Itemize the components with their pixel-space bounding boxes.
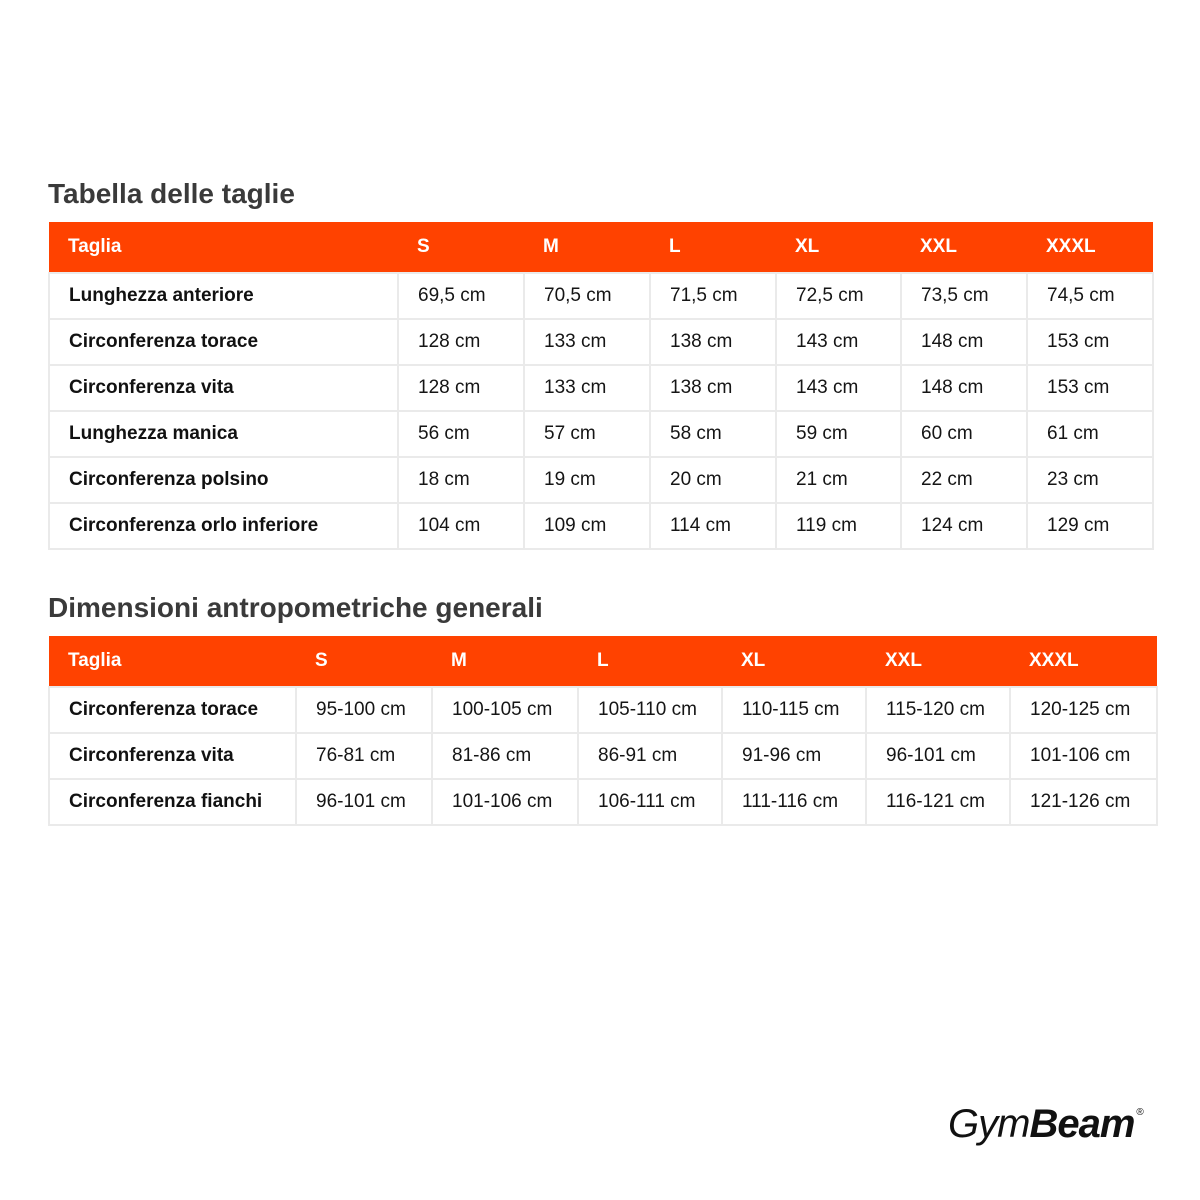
table-cell: 73,5 cm	[901, 273, 1027, 319]
header-cell-xl: XL	[722, 636, 866, 687]
header-cell-xl: XL	[776, 222, 901, 273]
table-row	[49, 503, 1153, 549]
header-cell-size: Taglia	[49, 636, 296, 687]
table-cell: 148 cm	[901, 319, 1027, 365]
table-cell: 124 cm	[901, 503, 1027, 549]
logo-text-gym: Gym	[948, 1102, 1030, 1146]
table-row	[49, 365, 1153, 411]
table-header-row	[49, 636, 1157, 687]
table-cell: 143 cm	[776, 365, 901, 411]
table-cell: 70,5 cm	[524, 273, 650, 319]
header-cell-xxxl: XXXL	[1010, 636, 1157, 687]
header-cell-l: L	[650, 222, 776, 273]
table-cell: 95-100 cm	[296, 687, 432, 733]
table-cell: 76-81 cm	[296, 733, 432, 779]
row-label: Lunghezza manica	[49, 411, 398, 457]
header-cell-l: L	[578, 636, 722, 687]
row-label: Circonferenza fianchi	[49, 779, 296, 825]
header-cell-m: M	[432, 636, 578, 687]
size-chart-table	[48, 222, 1154, 550]
table-cell: 74,5 cm	[1027, 273, 1153, 319]
table-cell: 96-101 cm	[296, 779, 432, 825]
row-label: Circonferenza polsino	[49, 457, 398, 503]
table-cell: 121-126 cm	[1010, 779, 1157, 825]
table-cell: 56 cm	[398, 411, 524, 457]
table-cell: 91-96 cm	[722, 733, 866, 779]
table-cell: 119 cm	[776, 503, 901, 549]
table-cell: 120-125 cm	[1010, 687, 1157, 733]
row-label: Circonferenza torace	[49, 319, 398, 365]
table-cell: 104 cm	[398, 503, 524, 549]
table-cell: 114 cm	[650, 503, 776, 549]
table-cell: 61 cm	[1027, 411, 1153, 457]
table-cell: 128 cm	[398, 365, 524, 411]
size-chart-title: Tabella delle taglie	[48, 178, 295, 209]
table-cell: 153 cm	[1027, 319, 1153, 365]
table-cell: 59 cm	[776, 411, 901, 457]
table-row	[49, 457, 1153, 503]
table-cell: 106-111 cm	[578, 779, 722, 825]
table-cell: 72,5 cm	[776, 273, 901, 319]
row-label: Circonferenza orlo inferiore	[49, 503, 398, 549]
table-cell: 100-105 cm	[432, 687, 578, 733]
row-label: Lunghezza anteriore	[49, 273, 398, 319]
table-cell: 81-86 cm	[432, 733, 578, 779]
table-cell: 148 cm	[901, 365, 1027, 411]
table-cell: 101-106 cm	[1010, 733, 1157, 779]
row-label: Circonferenza torace	[49, 687, 296, 733]
table-cell: 21 cm	[776, 457, 901, 503]
table-cell: 143 cm	[776, 319, 901, 365]
table-row	[49, 733, 1157, 779]
header-cell-m: M	[524, 222, 650, 273]
anthro-chart-title: Dimensioni antropometriche generali	[48, 592, 543, 623]
table-cell: 96-101 cm	[866, 733, 1010, 779]
table-cell: 105-110 cm	[578, 687, 722, 733]
table-cell: 20 cm	[650, 457, 776, 503]
table-cell: 128 cm	[398, 319, 524, 365]
header-cell-xxl: XXL	[866, 636, 1010, 687]
row-label: Circonferenza vita	[49, 365, 398, 411]
table-cell: 111-116 cm	[722, 779, 866, 825]
table-cell: 60 cm	[901, 411, 1027, 457]
table-cell: 23 cm	[1027, 457, 1153, 503]
registered-mark: ®	[1136, 1107, 1144, 1118]
table-cell: 116-121 cm	[866, 779, 1010, 825]
table-cell: 133 cm	[524, 365, 650, 411]
table-cell: 138 cm	[650, 365, 776, 411]
header-cell-s: S	[398, 222, 524, 273]
table-cell: 153 cm	[1027, 365, 1153, 411]
table-row	[49, 687, 1157, 733]
logo-text-beam: Beam	[1029, 1102, 1135, 1146]
table-cell: 138 cm	[650, 319, 776, 365]
table-row	[49, 273, 1153, 319]
header-cell-xxxl: XXXL	[1027, 222, 1153, 273]
table-cell: 22 cm	[901, 457, 1027, 503]
table-cell: 129 cm	[1027, 503, 1153, 549]
table-cell: 57 cm	[524, 411, 650, 457]
row-label: Circonferenza vita	[49, 733, 296, 779]
table-cell: 19 cm	[524, 457, 650, 503]
table-cell: 133 cm	[524, 319, 650, 365]
table-row	[49, 411, 1153, 457]
table-row	[49, 319, 1153, 365]
table-cell: 110-115 cm	[722, 687, 866, 733]
header-cell-size: Taglia	[49, 222, 398, 273]
table-cell: 101-106 cm	[432, 779, 578, 825]
table-cell: 71,5 cm	[650, 273, 776, 319]
table-cell: 69,5 cm	[398, 273, 524, 319]
header-cell-xxl: XXL	[901, 222, 1027, 273]
gymbeam-logo	[948, 1104, 1142, 1144]
table-cell: 58 cm	[650, 411, 776, 457]
table-cell: 86-91 cm	[578, 733, 722, 779]
table-cell: 18 cm	[398, 457, 524, 503]
table-row	[49, 779, 1157, 825]
table-cell: 109 cm	[524, 503, 650, 549]
header-cell-s: S	[296, 636, 432, 687]
table-header-row	[49, 222, 1153, 273]
anthro-chart-table	[48, 636, 1158, 826]
table-cell: 115-120 cm	[866, 687, 1010, 733]
